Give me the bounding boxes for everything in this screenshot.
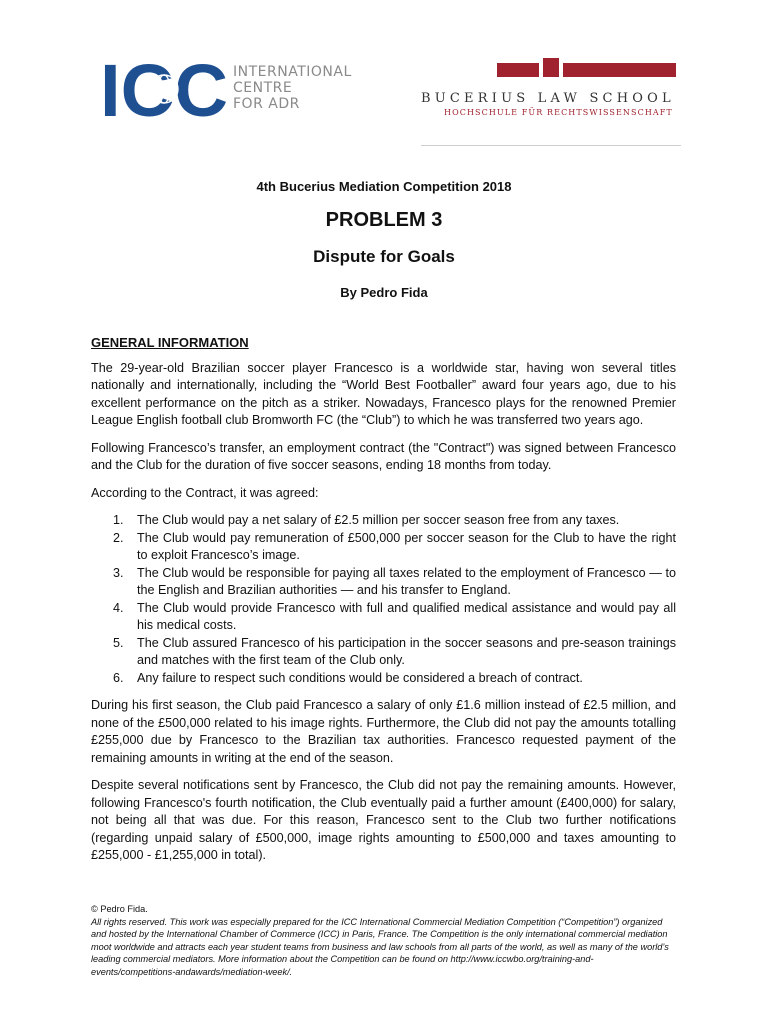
list-item xyxy=(91,565,676,600)
bucerius-logo-subtitle: HOCHSCHULE FÜR RECHTSWISSENSCHAFT xyxy=(444,108,673,117)
list-item-text: The Club would pay remuneration of £500,000 per soccer season for the Club to have the right to exploit Francesco’s image. xyxy=(137,530,676,562)
icc-logo xyxy=(100,56,230,122)
document-body xyxy=(91,334,676,875)
page-header xyxy=(0,0,768,150)
author-line: By Pedro Fida xyxy=(340,285,428,300)
list-item-number: 4. xyxy=(113,600,124,615)
footer-notice xyxy=(91,903,677,979)
paragraph: The 29-year-old Brazilian soccer player Francesco is a worldwide star, having won several titles nationally and internationally, including the “World Best Footballer” award four years ago, due to his excellent performance on the pitch as a striker. Nowadays, Francesco plays for the renowned Premier League English football club Bromworth FC (the “Club”) to which he was transferred two years ago. xyxy=(91,360,676,427)
icc-text-line: FOR ADR xyxy=(233,96,300,112)
list-item-text: The Club assured Francesco of his participation in the soccer seasons and pre-season trainings and matches with the first team of the Club only. xyxy=(137,635,676,667)
list-item xyxy=(91,530,676,565)
list-item-text: The Club would be responsible for paying all taxes related to the employment of Francesco — to the English and Brazilian authorities — and his transfer to England. xyxy=(137,565,676,597)
title-block xyxy=(0,178,768,302)
icc-text-line: INTERNATIONAL xyxy=(233,64,352,80)
header-divider xyxy=(421,145,681,146)
list-item-text: The Club would provide Francesco with full and qualified medical assistance and would pay all his medical costs. xyxy=(137,600,676,632)
problem-subtitle: Dispute for Goals xyxy=(313,247,455,266)
bucerius-logo-name: BUCERIUS LAW SCHOOL xyxy=(421,91,675,106)
list-item-number: 2. xyxy=(113,530,124,545)
icc-text-line: CENTRE xyxy=(233,80,293,96)
icc-logo-text xyxy=(233,64,352,112)
paragraph: During his first season, the Club paid Francesco a salary of only £1.6 million instead of £2.5 million, and none of the £500,000 related to his image rights. Furthermore, the Club did not pay the amounts totalling £255,000 due by Francesco to the Brazilian tax authorities. Francesco requested payment of the remaining amounts in writing at the end of the season. xyxy=(91,698,676,765)
list-item-number: 6. xyxy=(113,670,124,685)
list-item xyxy=(91,635,676,670)
section-heading: GENERAL INFORMATION xyxy=(91,335,249,350)
list-item xyxy=(91,512,676,530)
problem-title: PROBLEM 3 xyxy=(325,209,443,231)
list-item-number: 1. xyxy=(113,513,124,527)
icc-logo-letters: ICC xyxy=(100,56,228,122)
paragraph: Despite several notifications sent by Francesco, the Club did not pay the remaining amounts. However, following Francesco's fourth notification, the Club eventually paid a further amount (£400,000) for salary, not being all that was due. For this reason, Francesco sent to the Club two further notifications (regarding unpaid salary of £500,000, image rights amounting to £500,000 and taxes amounting to £255,000 - £1,255,000 in total). xyxy=(91,778,676,862)
rights-notice: All rights reserved. This work was especially prepared for the ICC International Commercial Mediation Competition (“Competition”) organized and hosted by the International Chamber of Commerce (ICC) in Paris, France. The Competition is the only international commercial mediation moot worldwide and attracts each year student teams from business and law schools from all parts of the world, as well as many of the world’s leading commercial mediators. More information about the Competition can be found on http://www.iccwbo.org/training-and-events/competitions-andawards/mediation-week/. xyxy=(91,916,669,977)
copyright-line: © Pedro Fida. xyxy=(91,904,148,914)
list-item-text: The Club would pay a net salary of £2.5 million per soccer season free from any taxes. xyxy=(137,513,620,527)
paragraph: Following Francesco’s transfer, an employment contract (the "Contract") was signed between Francesco and the Club for the duration of five soccer seasons, ending 18 months from today. xyxy=(91,440,676,472)
list-item xyxy=(91,670,676,688)
list-item-text: Any failure to respect such conditions would be considered a breach of contract. xyxy=(137,670,583,685)
list-item-number: 5. xyxy=(113,635,124,650)
competition-title: 4th Bucerius Mediation Competition 2018 xyxy=(256,179,512,194)
bucerius-logo-mark xyxy=(497,58,677,78)
contract-terms-list xyxy=(91,512,676,687)
list-item xyxy=(91,600,676,635)
paragraph: According to the Contract, it was agreed: xyxy=(91,485,319,500)
list-item-number: 3. xyxy=(113,565,124,580)
